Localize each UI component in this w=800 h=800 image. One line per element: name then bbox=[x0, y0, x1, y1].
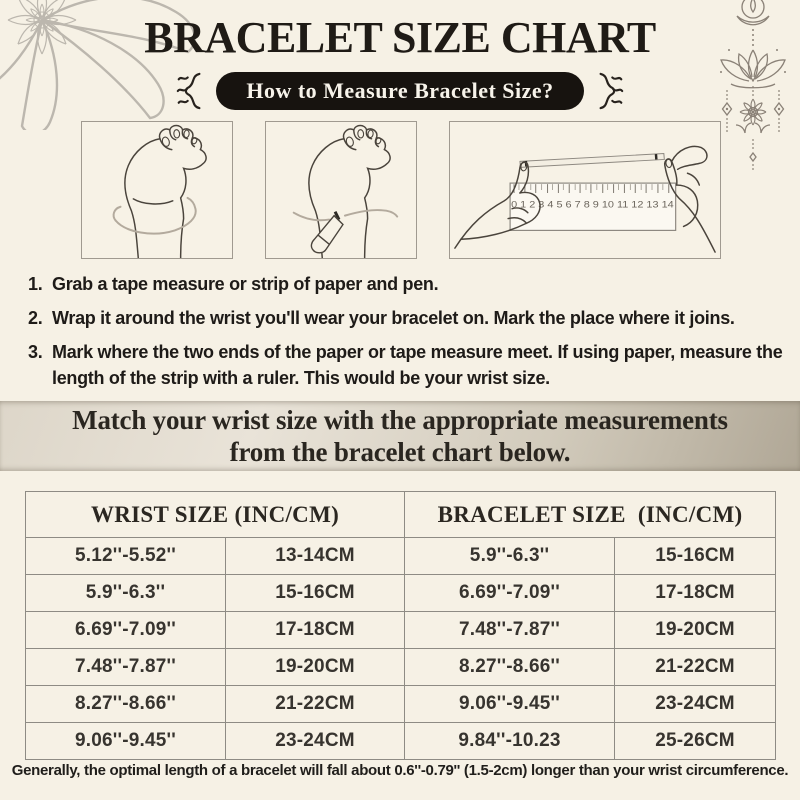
table-cell: 21-22CM bbox=[615, 649, 776, 686]
table-cell: 5.9''-6.3'' bbox=[405, 538, 615, 575]
step-text: Grab a tape measure or strip of paper and pen. bbox=[52, 274, 439, 294]
how-to-badge-row bbox=[0, 70, 800, 112]
banner-line-2: from the bracelet chart below. bbox=[229, 437, 571, 467]
table-header-wrist: WRIST SIZE (INC/CM) bbox=[26, 492, 405, 538]
hand-with-pen-icon bbox=[266, 122, 416, 258]
table-cell: 6.69''-7.09'' bbox=[405, 575, 615, 612]
size-table bbox=[25, 491, 776, 760]
banner-line-1: Match your wrist size with the appropriate measurements bbox=[72, 405, 728, 435]
table-cell: 17-18CM bbox=[226, 612, 405, 649]
mark-wrist-illustration bbox=[265, 121, 417, 259]
step-item-3 bbox=[28, 339, 788, 391]
table-cell: 5.12''-5.52'' bbox=[26, 538, 226, 575]
steps-list bbox=[28, 271, 788, 399]
table-cell: 8.27''-8.66'' bbox=[405, 649, 615, 686]
table-cell: 7.48''-7.87'' bbox=[405, 612, 615, 649]
table-cell: 21-22CM bbox=[226, 686, 405, 723]
table-cell: 6.69''-7.09'' bbox=[26, 612, 226, 649]
marker-pen bbox=[311, 216, 343, 253]
step-text: Mark where the two ends of the paper or tape measure meet. If using paper, measure the length of the strip with a ruler. This would be your wrist size. bbox=[52, 342, 783, 388]
table-cell: 9.06''-9.45'' bbox=[405, 686, 615, 723]
ruler-measure-illustration bbox=[449, 121, 721, 259]
wrap-wrist-illustration bbox=[81, 121, 233, 259]
ruler-numbers: 0 1 2 3 4 5 6 7 8 9 10 11 12 13 14 bbox=[511, 199, 674, 210]
table-cell: 19-20CM bbox=[226, 649, 405, 686]
illustration-row bbox=[81, 121, 721, 259]
table-row bbox=[26, 686, 776, 723]
paper-strip bbox=[520, 154, 664, 168]
step-text: Wrap it around the wrist you'll wear your bracelet on. Mark the place where it joins. bbox=[52, 308, 735, 328]
step-item-2 bbox=[28, 305, 788, 331]
table-cell: 19-20CM bbox=[615, 612, 776, 649]
table-row bbox=[26, 649, 776, 686]
table-cell: 13-14CM bbox=[226, 538, 405, 575]
step-number: 1. bbox=[28, 274, 43, 294]
squiggle-left-icon bbox=[176, 70, 203, 112]
table-header-bracelet: BRACELET SIZE (INC/CM) bbox=[405, 492, 776, 538]
step-number: 2. bbox=[28, 308, 43, 328]
hands-with-ruler-icon bbox=[450, 122, 720, 258]
table-cell: 9.06''-9.45'' bbox=[26, 723, 226, 760]
footnote: Generally, the optimal length of a bracelet will fall about 0.6''-0.79'' (1.5-2cm) longer than your wrist circumference. bbox=[11, 762, 789, 779]
table-cell: 5.9''-6.3'' bbox=[26, 575, 226, 612]
ruler bbox=[510, 183, 676, 230]
string-line bbox=[294, 210, 397, 220]
table-cell: 23-24CM bbox=[226, 723, 405, 760]
table-cell: 23-24CM bbox=[615, 686, 776, 723]
table-cell: 7.48''-7.87'' bbox=[26, 649, 226, 686]
table-row bbox=[26, 575, 776, 612]
step-number: 3. bbox=[28, 342, 43, 362]
table-row bbox=[26, 723, 776, 760]
how-to-badge: How to Measure Bracelet Size? bbox=[216, 72, 583, 110]
table-cell: 17-18CM bbox=[615, 575, 776, 612]
table-cell: 15-16CM bbox=[615, 538, 776, 575]
match-banner bbox=[0, 401, 800, 471]
step-item-1 bbox=[28, 271, 788, 297]
table-cell: 9.84''-10.23 bbox=[405, 723, 615, 760]
page-title: BRACELET SIZE CHART bbox=[144, 13, 656, 62]
table-row bbox=[26, 538, 776, 575]
table-cell: 8.27''-8.66'' bbox=[26, 686, 226, 723]
table-cell: 15-16CM bbox=[226, 575, 405, 612]
table-cell: 25-26CM bbox=[615, 723, 776, 760]
hand-with-string-icon bbox=[82, 122, 232, 258]
squiggle-right-icon bbox=[597, 70, 624, 112]
table-row bbox=[26, 612, 776, 649]
